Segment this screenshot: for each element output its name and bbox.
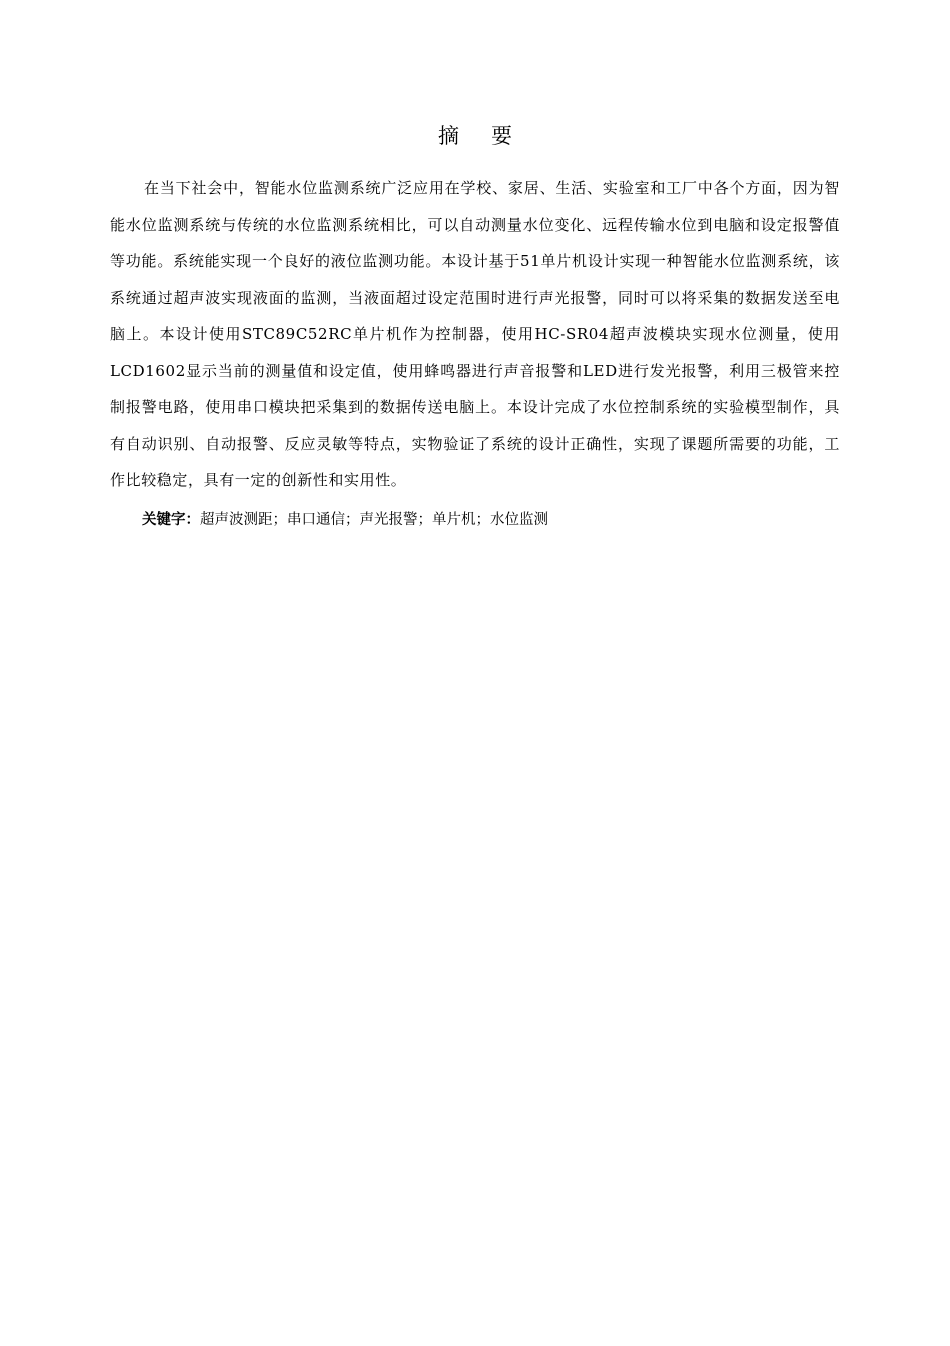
- abstract-body: 在当下社会中，智能水位监测系统广泛应用在学校、家居、生活、实验室和工厂中各个方面，因为智能水位监测系统与传统的水位监测系统相比，可以自动测量水位变化、远程传输水位到电脑和设定报警值等功能。系统能实现一个良好的液位监测功能。本设计基于51单片机设计实现一种智能水位监测系统，该系统通过超声波实现液面的监测，当液面超过设定范围时进行声光报警，同时可以将采集的数据发送至电脑上。本设计使用STC89C52RC单片机作为控制器，使用HC-SR04超声波模块实现水位测量，使用LCD1602显示当前的测量值和设定值，使用蜂鸣器进行声音报警和LED进行发光报警，利用三极管来控制报警电路，使用串口模块把采集到的数据传送电脑上。本设计完成了水位控制系统的实验模型制作，具有自动识别、自动报警、反应灵敏等特点，实物验证了系统的设计正确性，实现了课题所需要的功能，工作比较稳定，具有一定的创新性和实用性。: [110, 179, 840, 489]
- keywords-label: 关键字：: [142, 512, 200, 528]
- keywords-line: [142, 506, 842, 534]
- keywords-list: 超声波测距；串口通信；声光报警；单片机；水位监测: [200, 512, 548, 528]
- abstract-title: 摘要: [438, 124, 544, 148]
